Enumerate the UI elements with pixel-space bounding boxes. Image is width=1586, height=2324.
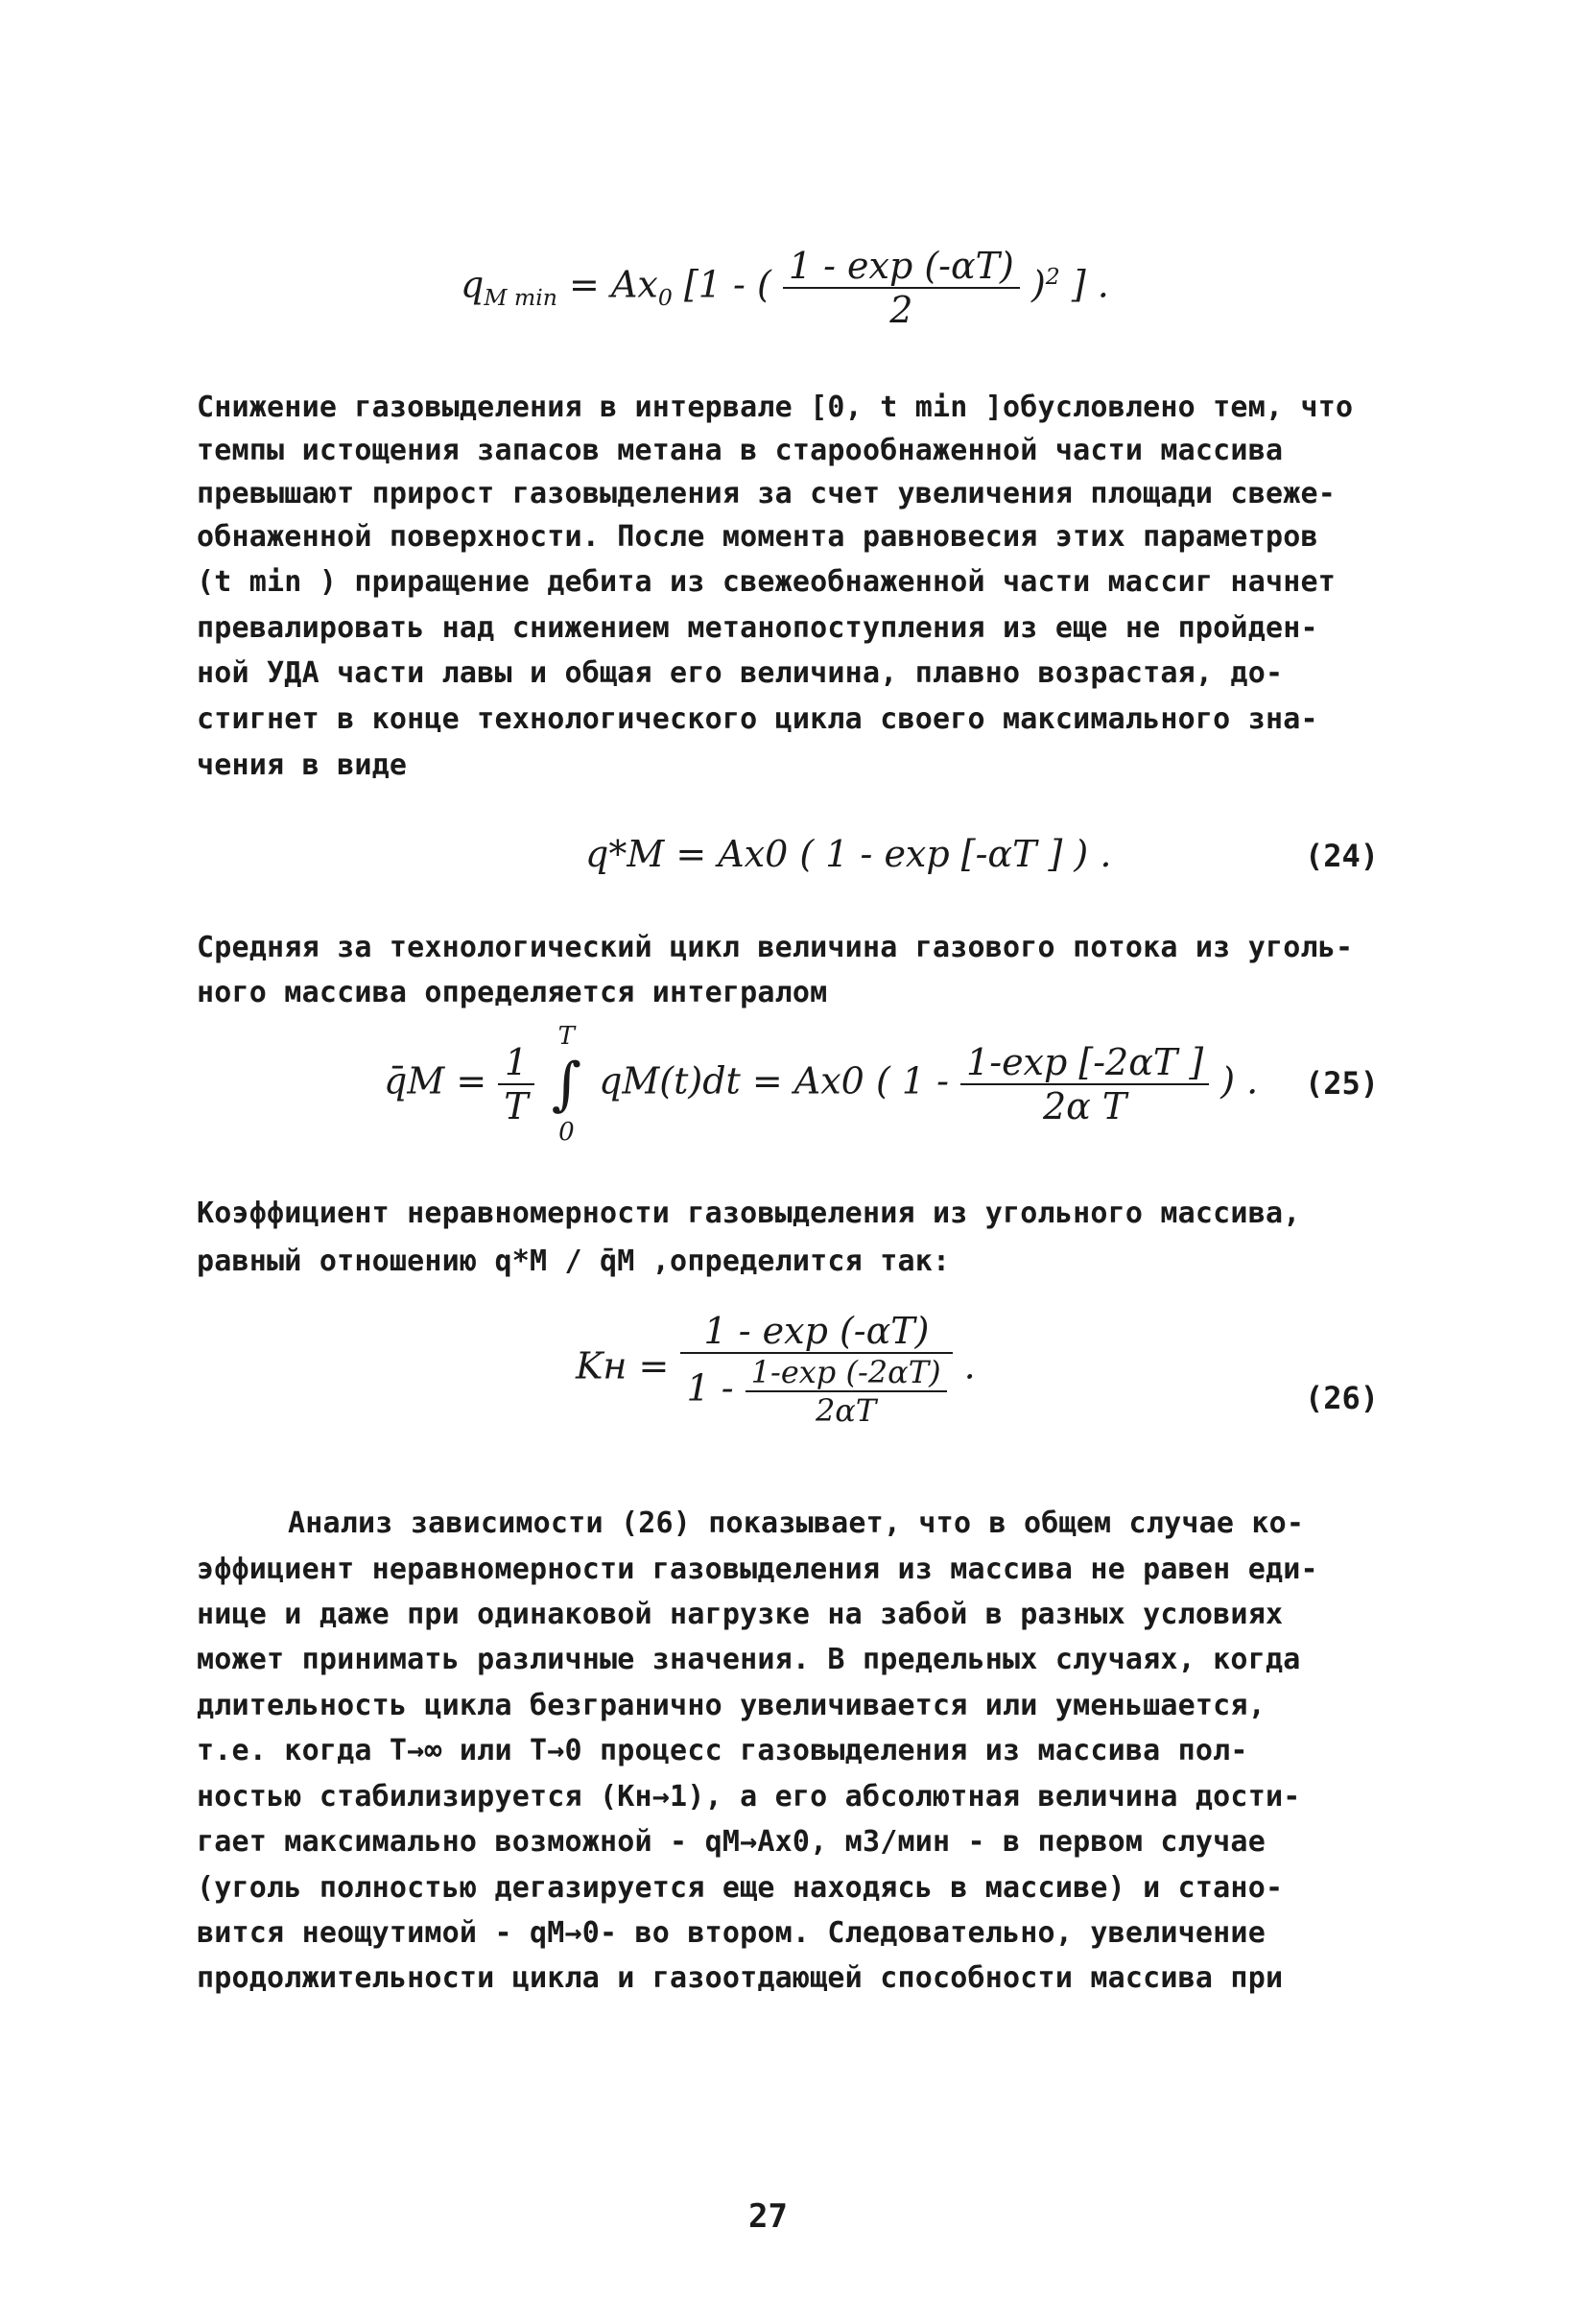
equation-24-number: (24) [1305, 838, 1380, 874]
text-line: чения в виде [197, 748, 408, 782]
equation-25: q̄M = $\frac{1}{T}$ T ∫ 0 qM(t)dt = Ax0 ( 1 - $\frac{1-\exp [-2\alpha T ]}{\text{2α T}}$ ) . [384, 1022, 1259, 1147]
text-line: Снижение газовыделения в интервале [0, t min ]обусловлено тем, что [197, 391, 1354, 424]
text-line: превышают прирост газовыделения за счет увеличения площади свеже- [197, 477, 1336, 510]
text-line: ной УДА части лавы и общая его величина, плавно возрастая, до- [197, 656, 1284, 690]
equation-26-number: (26) [1305, 1380, 1380, 1416]
text-line: Анализ зависимости (26) показывает, что в общем случае ко- [288, 1506, 1305, 1540]
text-line: может принимать различные значения. В предельных случаях, когда [197, 1643, 1301, 1676]
text-line: вится неощутимой - qM→0- во втором. Следовательно, увеличение [197, 1916, 1266, 1950]
text-line: длительность цикла безгранично увеличивается или уменьшается, [197, 1689, 1266, 1722]
text-line: продолжительности цикла и газоотдающей способности массива при [197, 1961, 1284, 1995]
text-line: Средняя за технологический цикл величина газового потока из уголь- [197, 931, 1354, 964]
text-line: темпы истощения запасов метана в старообнаженной части массива [197, 434, 1284, 467]
integral-sign: ∫ [551, 1051, 581, 1118]
text-line: обнаженной поверхности. После момента равновесия этих параметров [197, 520, 1318, 554]
text-line: (уголь полностью дегазируется еще находясь в массиве) и стано- [197, 1871, 1284, 1905]
text-line: Коэффициент неравномерности газовыделения из угольного массива, [197, 1197, 1301, 1230]
qmin-fraction: $\frac{1 - \exp (-\alpha T)}{2}$ [783, 245, 1020, 331]
text-line: эффициент неравномерности газовыделения из массива не равен еди- [197, 1553, 1318, 1586]
text-line: ностью стабилизируется (Kн→1), а его абсолютная величина дости- [197, 1780, 1301, 1814]
equation-26: Kн = 1 - exp (-αT) 1 - $\frac{1-\exp (-2\alpha T)}{2\alpha T}$ . [576, 1310, 976, 1429]
text-line: превалировать над снижением метанопоступления из еще не пройден- [197, 611, 1318, 645]
equation-24: q*M = Ax0 ( 1 - exp [-αT ] ) . [585, 833, 1112, 875]
text-line: равный отношению q*M / q̄M ,определится так: [197, 1245, 951, 1278]
text-line: (t min ) приращение дебита из свежеобнаженной части массиг начнет [197, 565, 1336, 599]
text-line: стигнет в конце технологического цикла своего максимального зна- [197, 702, 1318, 736]
page-number: 27 [748, 2197, 788, 2236]
equation-qmin: $q_{M min} = Ax_0$ [1 - ( $\frac{1 - \exp (-\alpha T)}{2}$ )$^2$ ] . [461, 245, 1109, 331]
text-line: т.е. когда T→∞ или T→0 процесс газовыделения из массива пол- [197, 1734, 1248, 1767]
text-line: гает максимально возможной - qM→Ax0, м3/мин - в первом случае [197, 1825, 1266, 1859]
text-line: нице и даже при одинаковой нагрузке на забой в разных условиях [197, 1598, 1284, 1631]
text-line: ного массива определяется интегралом [197, 976, 828, 1009]
equation-25-number: (25) [1305, 1065, 1380, 1102]
